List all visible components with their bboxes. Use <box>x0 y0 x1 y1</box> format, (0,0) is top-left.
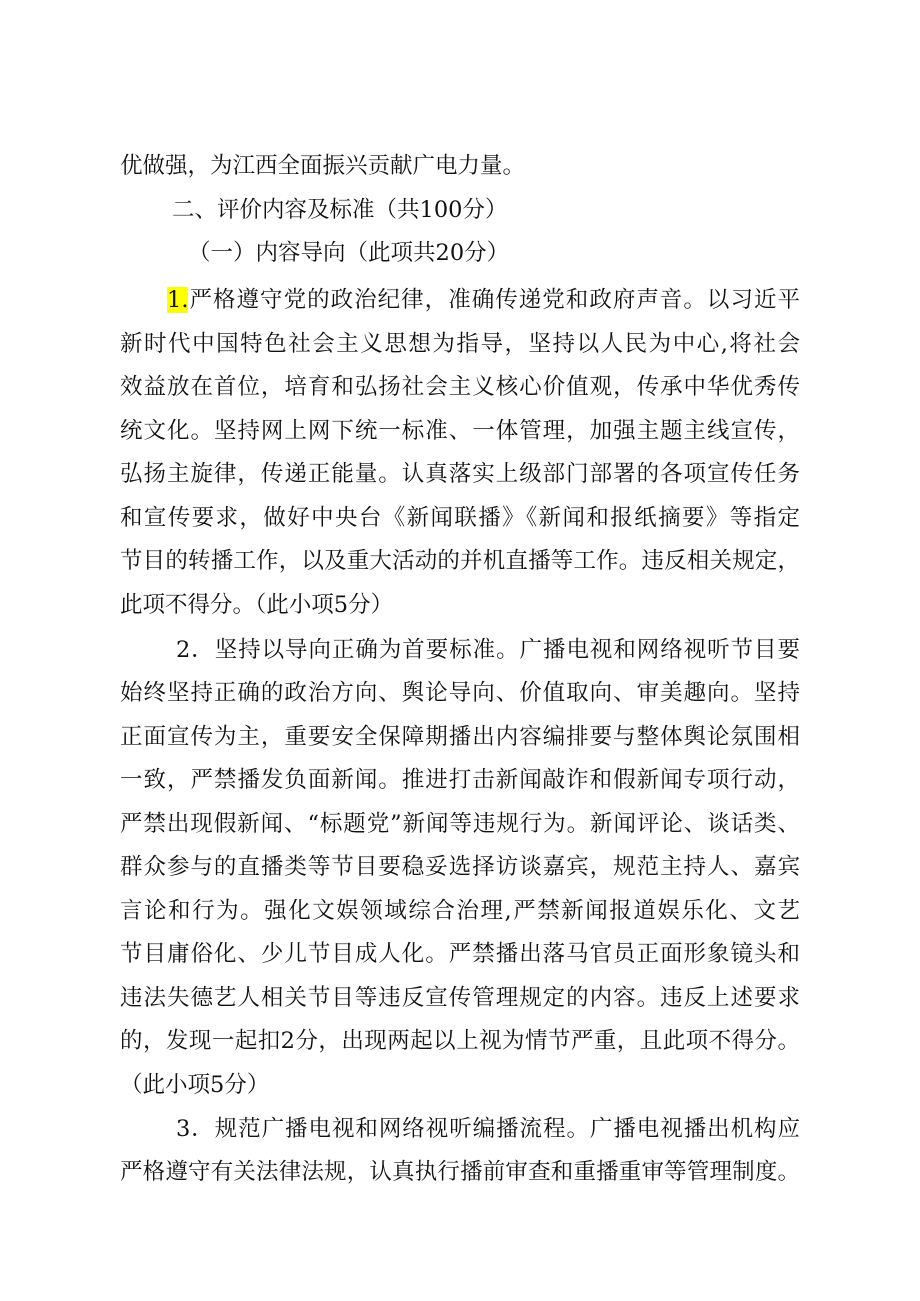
paragraph-line: 优做强，为江西全面振兴贡献广电力量。 <box>120 153 526 179</box>
paragraph-line: （此小项5分） <box>120 1072 270 1098</box>
paragraph-line: 严禁出现假新闻、“标题党”新闻等违规行为。新闻评论、谈话类、 <box>120 811 800 837</box>
paragraph-line: 3．规范广播电视和网络视听编播流程。广播电视播出机构应 <box>176 1116 800 1142</box>
paragraph-line: 违法失德艺人相关节目等违反宣传管理规定的内容。违反上述要求 <box>120 985 800 1011</box>
section-heading: 二、评价内容及标准（共100分） <box>172 197 508 223</box>
paragraph-line: 新时代中国特色社会主义思想为指导，坚持以人民为中心,将社会 <box>120 331 800 357</box>
paragraph-line: 群众参与的直播类等节目要稳妥选择访谈嘉宾，规范主持人、嘉宾 <box>120 854 800 880</box>
paragraph-line: 正面宣传为主，重要安全保障期播出内容编排要与整体舆论氛围相 <box>120 724 800 750</box>
paragraph-line: 节目的转播工作，以及重大活动的并机直播等工作。违反相关规定， <box>120 548 800 574</box>
highlighted-item-number: 1. <box>167 287 189 313</box>
subsection-heading: （一）内容导向（此项共20分） <box>188 240 510 266</box>
paragraph-line: 统文化。坚持网上网下统一标准、一体管理，加强主题主线宣传， <box>120 418 800 444</box>
paragraph-line: 始终坚持正确的政治方向、舆论导向、价值取向、审美趣向。坚持 <box>120 680 800 706</box>
paragraph-line: 2．坚持以导向正确为首要标准。广播电视和网络视听节目要 <box>176 637 800 663</box>
paragraph-line <box>167 280 800 320</box>
paragraph-line: 严格遵守有关法律法规，认真执行播前审查和重播重审等管理制度。 <box>120 1159 800 1185</box>
paragraph-line: 和宣传要求，做好中央台《新闻联播》《新闻和报纸摘要》等指定 <box>120 505 800 531</box>
paragraph-line: 节目庸俗化、少儿节目成人化。严禁播出落马官员正面形象镜头和 <box>120 941 800 967</box>
paragraph-line: 一致，严禁播发负面新闻。推进打击新闻敲诈和假新闻专项行动， <box>120 767 800 793</box>
paragraph-line: 效益放在首位，培育和弘扬社会主义核心价值观，传承中华优秀传 <box>120 374 800 400</box>
paragraph-line: 弘扬主旋律，传递正能量。认真落实上级部门部署的各项宣传任务 <box>120 461 800 487</box>
paragraph-line: 此项不得分。（此小项5分） <box>120 592 394 618</box>
paragraph-line: 言论和行为。强化文娱领域综合治理,严禁新闻报道娱乐化、文艺 <box>120 898 800 924</box>
paragraph-line: 的，发现一起扣2分，出现两起以上视为情节严重，且此项不得分。 <box>120 1028 800 1054</box>
paragraph-text: 严格遵守党的政治纪律，准确传递党和政府声音。以习近平 <box>188 287 800 313</box>
